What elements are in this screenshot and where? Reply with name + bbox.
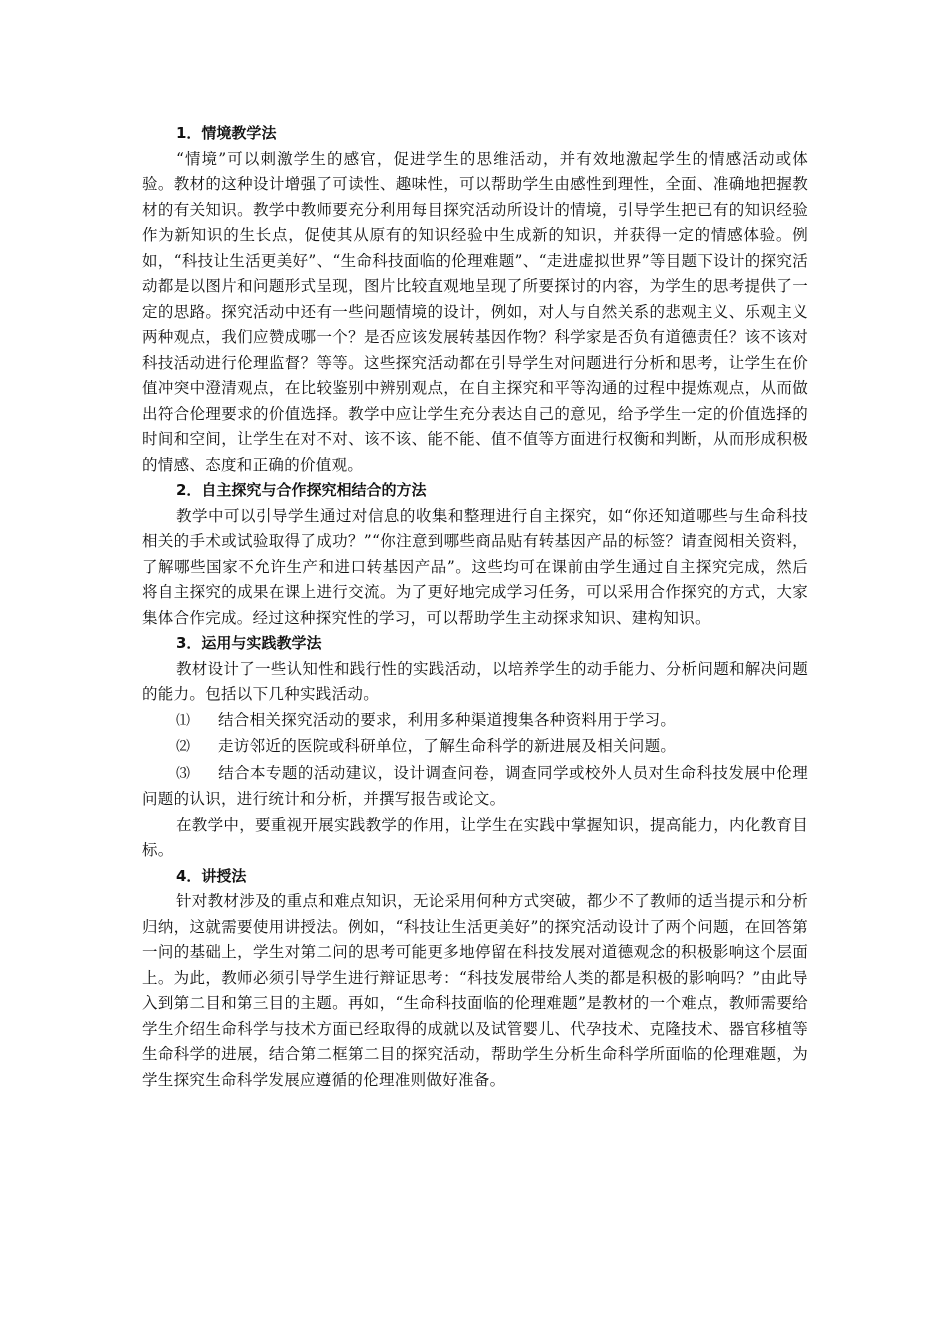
- section-1-paragraph: “情境”可以刺激学生的感官，促进学生的思维活动，并有效地激起学生的情感活动或体验。教材的这种设计增强了可读性、趣味性，可以帮助学生由感性到理性，全面、准确地把握教材的有关知识。教学中教师要充分利用每目探究活动所设计的情境，引导学生把已有的知识经验作为新知识的生长点，促使其从原有的知识经验中生成新的知识，并获得一定的情感体验。例如，“科技让生活更美好”、“生命科技面临的伦理难题”、“走进虚拟世界”等目题下设计的探究活动都是以图片和问题形式呈现，图片比较直观地呈现了所要探讨的内容，为学生的思考提供了一定的思路。探究活动中还有一些问题情境的设计，例如，对人与自然关系的悲观主义、乐观主义两种观点，我们应赞成哪一个？是否应该发展转基因作物？科学家是否负有道德责任？该不该对科技活动进行伦理监督？等等。这些探究活动都在引导学生对问题进行分析和思考，让学生在价值冲突中澄清观点，在比较鉴别中辨别观点，在自主探究和平等沟通的过程中提炼观点，从而做出符合伦理要求的价值选择。教学中应让学生充分表达自己的意见，给予学生一定的价值选择的时间和空间，让学生在对不对、该不该、能不能、值不值等方面进行权衡和判断，从而形成积极的情感、态度和正确的价值观。: [142, 149, 808, 474]
- list-item: [142, 708, 808, 735]
- section-heading-4: 4．讲授法: [176, 866, 247, 885]
- list-item-text: 结合相关探究活动的要求，利用多种渠道搜集各种资料用于学习。: [218, 710, 677, 729]
- document-page: [142, 121, 808, 1093]
- list-item-text: 走访邻近的医院或科研单位，了解生命科学的新进展及相关问题。: [218, 737, 677, 755]
- section-3-intro: 教材设计了一些认知性和践行性的实践活动，以培养学生的动手能力、分析问题和解决问题的能力。包括以下几种实践活动。: [142, 659, 809, 703]
- section-3-outro: 在教学中，要重视开展实践教学的作用，让学生在实践中掌握知识，提高能力，内化教育目标。: [142, 815, 809, 859]
- section-heading-1: 1．情境教学法: [176, 124, 277, 142]
- list-item-number: ⑶: [176, 765, 191, 782]
- list-item: [142, 734, 808, 761]
- section-heading-3: 3．运用与实践教学法: [176, 634, 322, 652]
- list-item-text: 结合本专题的活动建议，设计调查问卷，调查同学或校外人员对生命科技发展中伦理问题的认识，进行统计和分析，并撰写报告或论文。: [142, 763, 808, 808]
- section-2-paragraph: 教学中可以引导学生通过对信息的收集和整理进行自主探究，如“你还知道哪些与生命科技相关的手术或试验取得了成功？”“你注意到哪些商品贴有转基因产品的标签？请查阅相关资料，了解哪些国家不允许生产和进口转基因产品”。这些均可在课前由学生通过自主探究完成，然后将自主探究的成果在课上进行交流。为了更好地完成学习任务，可以采用合作探究的方式，大家集体合作完成。经过这种探究性的学习，可以帮助学生主动探求知识、建构知识。: [142, 506, 808, 627]
- list-item: [142, 761, 808, 813]
- section-heading-2: 2．自主探究与合作探究相结合的方法: [176, 481, 427, 499]
- section-4-paragraph: 针对教材涉及的重点和难点知识，无论采用何种方式突破，都少不了教师的适当提示和分析归纳，这就需要使用讲授法。例如，“科技让生活更美好”的探究活动设计了两个问题，在回答第一问的基础上，学生对第二问的思考可能更多地停留在科技发展对道德观念的积极影响这个层面上。为此，教师必须引导学生进行辩证思考：“科技发展带给人类的都是积极的影响吗？”由此导入到第二目和第三目的主题。再如，“生命科技面临的伦理难题”是教材的一个难点，教师需要给学生介绍生命科学与技术方面已经取得的成就以及试管婴儿、代孕技术、克隆技术、器官移植等生命科学的进展，结合第二框第二目的探究活动，帮助学生分析生命科学所面临的伦理难题，为学生探究生命科学发展应遵循的伦理准则做好准备。: [142, 892, 809, 1089]
- list-item-number: ⑵: [176, 739, 191, 755]
- list-item-number: ⑴: [176, 712, 191, 729]
